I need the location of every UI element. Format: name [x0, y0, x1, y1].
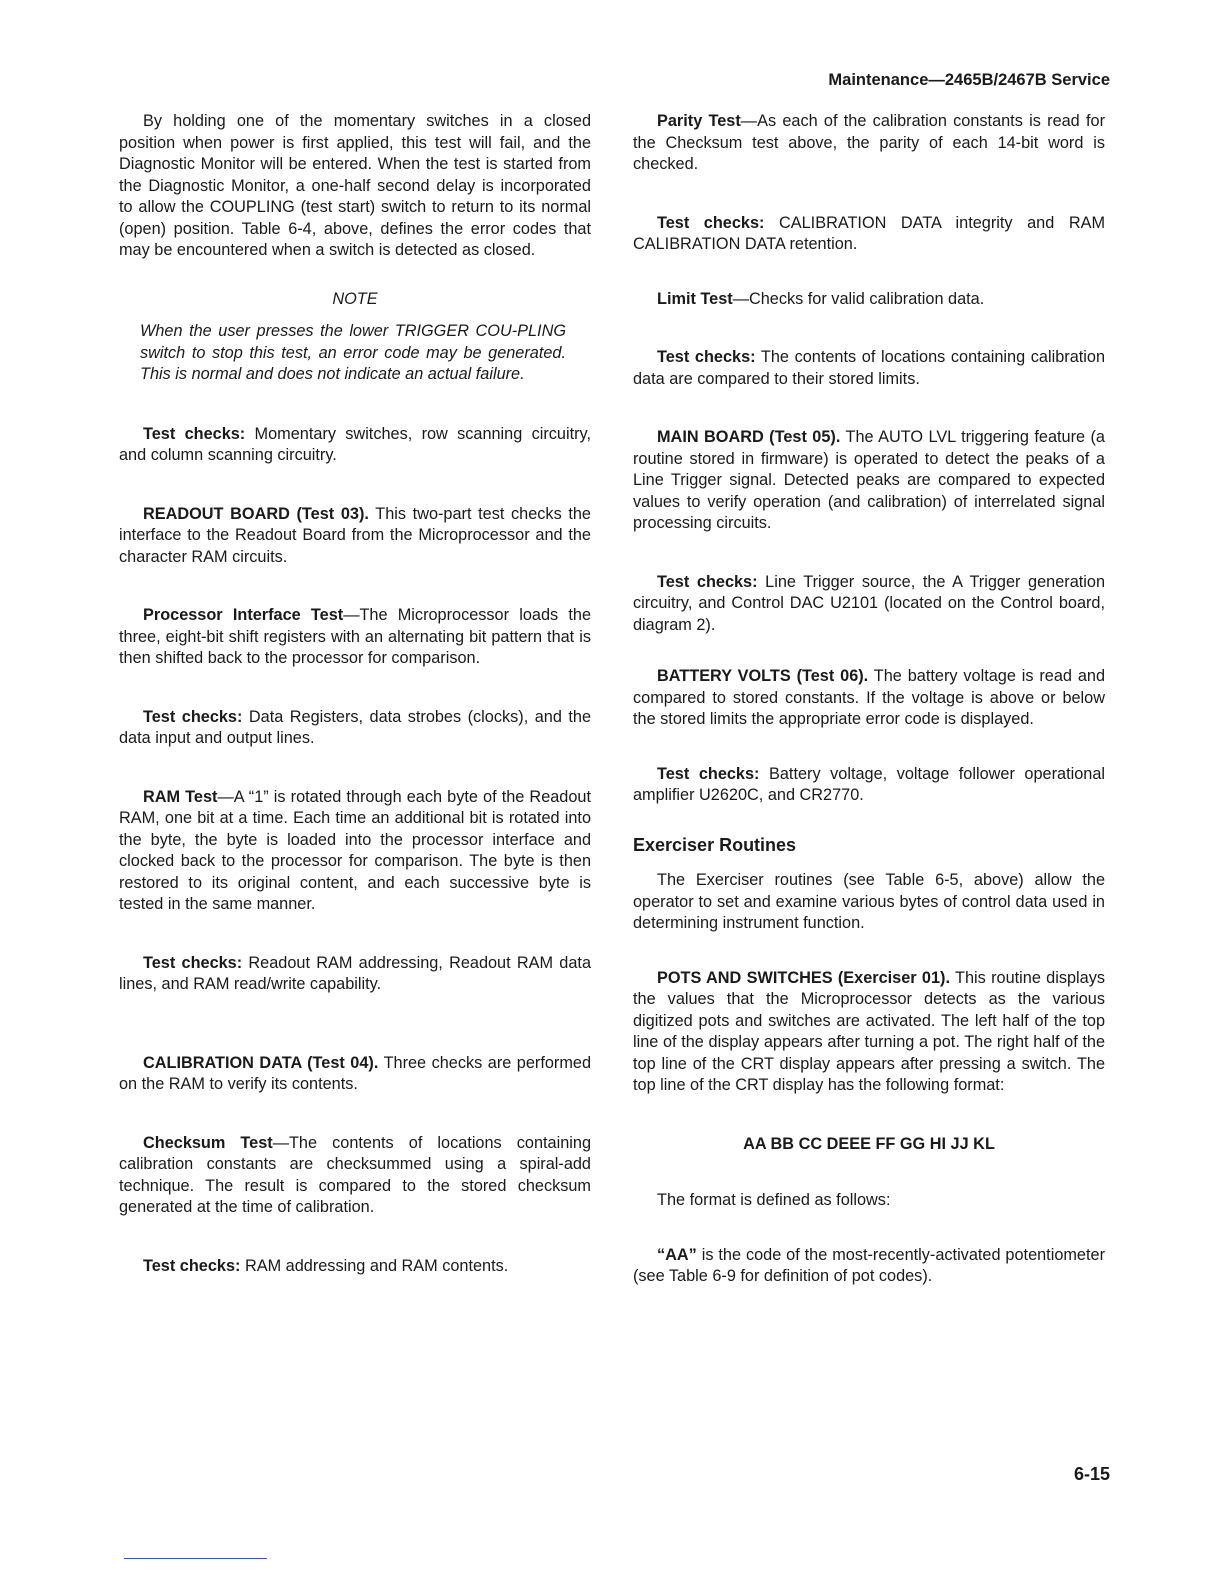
readout-board-label: READOUT BOARD (Test 03). [143, 504, 369, 523]
test-checks-ram [119, 1256, 591, 1278]
bottom-rule-divider [124, 1558, 267, 1559]
note-title: NOTE [332, 289, 378, 308]
pots-switches-paragraph [633, 968, 1105, 1097]
test-checks-text: Line Trigger source, the A Trigger generation circuitry, and Control DAC U2101 (located on the Control board, diagram 2). [633, 572, 1105, 634]
pots-switches-label: POTS AND SWITCHES (Exerciser 01). [657, 968, 950, 987]
ram-test-text: —A “1” is rotated through each byte of the Readout RAM, one bit at a time. Each time an additional bit is rotated into the byte, the byte is loaded into the processor interface and clocked back to the processor for comparison. The byte is then restored to its original content, and each successive byte is tested in the same manner. [119, 787, 591, 913]
test-checks-trigger [633, 572, 1105, 637]
test-checks-battery [633, 764, 1105, 807]
aa-code-label: “AA” [657, 1245, 697, 1264]
test-checks-text: CALIBRATION DATA integrity and RAM CALIBRATION DATA retention. [633, 213, 1106, 253]
parity-test-label: Parity Test [657, 112, 741, 130]
test-checks-label: Test checks: [143, 707, 243, 726]
ram-test-label: RAM Test [143, 787, 218, 806]
ram-test-paragraph [119, 787, 591, 916]
test-checks-text: The contents of locations containing calibration data are compared to their stored limits. [633, 348, 1105, 388]
left-column [119, 111, 591, 1277]
exerciser-routines-heading: Exerciser Routines [633, 834, 797, 855]
test-checks-text: Momentary switches, row scanning circuitry, and column scanning circuitry. [119, 424, 591, 464]
test-checks-limits [633, 347, 1105, 390]
test-checks-label: Test checks: [143, 1256, 241, 1275]
test-checks-label: Test checks: [657, 572, 758, 591]
test-checks-text: RAM addressing and RAM contents. [240, 1256, 509, 1275]
aa-definition-paragraph [633, 1245, 1105, 1288]
pots-switches-text: This routine displays the values that the Microprocessor detects as the various digitized pots and switches are activated. The left half of the top line of the display appears after turning a pot. The right half of the top line of the CRT display appears after pressing a switch. The top line of the CRT display has the following format: [633, 968, 1106, 1094]
exerciser-intro-paragraph: The Exerciser routines (see Table 6-5, above) allow the operator to set and examine various bytes of control data used in determining instrument function. [633, 871, 1105, 932]
calibration-data-label: CALIBRATION DATA (Test 04). [143, 1053, 379, 1072]
right-column [633, 111, 1105, 1288]
processor-interface-paragraph [119, 605, 591, 670]
battery-volts-label: BATTERY VOLTS (Test 06). [657, 667, 869, 685]
processor-interface-text: —The Microprocessor loads the three, eight-bit shift registers with an alternating bit pattern that is then shifted back to the processor for comparison. [119, 606, 592, 667]
test-checks-label: Test checks: [143, 953, 243, 972]
limit-test-paragraph [633, 289, 1105, 311]
test-checks-label: Test checks: [657, 213, 765, 232]
test-checks-text: Readout RAM addressing, Readout RAM data lines, and RAM read/write capability. [119, 953, 591, 993]
readout-board-paragraph [119, 504, 591, 569]
test-checks-registers [119, 707, 591, 750]
test-checks-label: Test checks: [143, 424, 246, 443]
switch-test-paragraph: By holding one of the momentary switches in a closed position when power is first applied, this test will fail, and the Diagnostic Monitor will be entered. When the test is started from the Diagnostic Monitor, a one-half second delay is incorporated to allow the COUPLING (test start) switch to return to its normal (open) position. Table 6-4, above, defines the error codes that may be encountered when a switch is detected as closed. [119, 112, 591, 259]
test-checks-text: Battery voltage, voltage follower operational amplifier U2620C, and CR2770. [633, 764, 1105, 804]
calibration-data-paragraph [119, 1053, 591, 1096]
limit-test-label: Limit Test [657, 289, 733, 308]
format-definition-intro: The format is defined as follows: [657, 1191, 891, 1209]
display-format-line: AA BB CC DEEE FF GG HI JJ KL [743, 1134, 995, 1153]
calibration-data-text: Three checks are performed on the RAM to verify its contents. [119, 1053, 591, 1093]
battery-volts-text: The battery voltage is read and compared to stored constants. If the voltage is above or below the stored limits the appropriate error code is displayed. [633, 667, 1106, 728]
checksum-test-paragraph [119, 1133, 591, 1219]
running-header: Maintenance—2465B/2467B Service [828, 71, 1110, 89]
aa-code-text: is the code of the most-recently-activated potentiometer (see Table 6-9 for definition of pot codes). [633, 1245, 1105, 1285]
parity-test-text: —As each of the calibration constants is read for the Checksum test above, the parity of each 14-bit word is checked. [633, 112, 1105, 173]
checksum-test-label: Checksum Test [143, 1133, 273, 1152]
main-board-text: The AUTO LVL triggering feature (a routine stored in firmware) is operated to detect the peaks of a Line Trigger signal. Detected peaks are compared to expected values to verify operation (and calibration) of interrelated signal processing circuits. [633, 428, 1105, 532]
test-checks-label: Test checks: [657, 764, 760, 783]
checksum-test-text: —The contents of locations containing calibration constants are checksummed using a spiral-add technique. The result is compared to the stored checksum generated at the time of calibration. [119, 1133, 591, 1216]
test-checks-readout-ram [119, 953, 591, 996]
main-board-paragraph [633, 427, 1105, 535]
page-number: 6-15 [1073, 1464, 1110, 1484]
test-checks-text: Data Registers, data strobes (clocks), and the data input and output lines. [119, 707, 591, 747]
test-checks-switches [119, 424, 591, 467]
test-checks-calibration [633, 213, 1105, 256]
battery-volts-paragraph [633, 666, 1105, 731]
parity-test-paragraph [633, 111, 1105, 176]
test-checks-label: Test checks: [657, 348, 756, 366]
main-board-label: MAIN BOARD (Test 05). [657, 428, 841, 446]
limit-test-text: —Checks for valid calibration data. [732, 289, 985, 308]
readout-board-text: This two-part test checks the interface to the Readout Board from the Microprocessor and the character RAM circuits. [119, 504, 591, 566]
processor-interface-label: Processor Interface Test [143, 606, 344, 624]
note-body: When the user presses the lower TRIGGER COU-PLING switch to stop this test, an error code may be generated. This is normal and does not indicate an actual failure. [140, 322, 566, 383]
